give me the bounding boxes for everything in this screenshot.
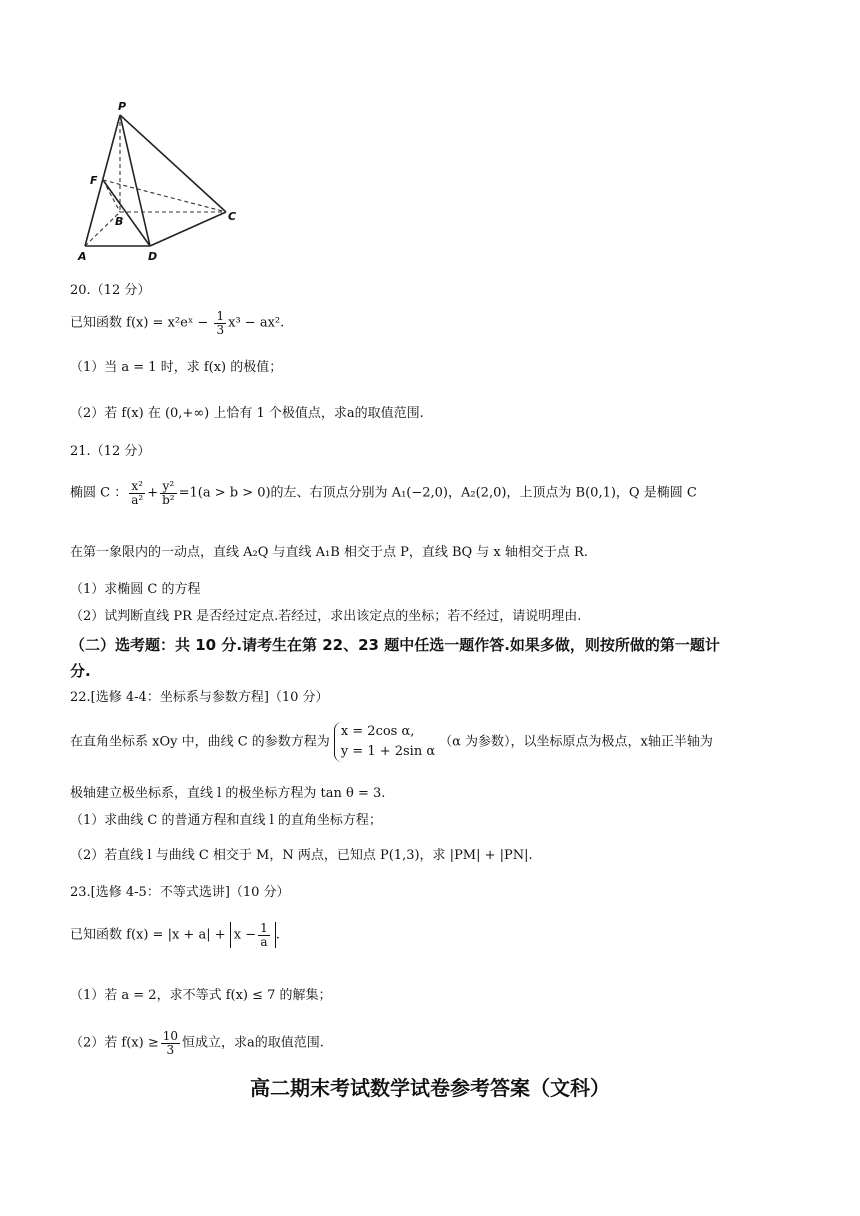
- q22-header: 22.[选修 4-4：坐标系与参数方程]（10 分）: [70, 690, 329, 705]
- q20-header: 20.（12 分）: [70, 283, 151, 298]
- q23-abs-term: x − $\frac{1}{a}$: [230, 922, 276, 948]
- answer-title: 高二期末考试数学试卷参考答案（文科）: [250, 1076, 610, 1100]
- q22-line2: 极轴建立极坐标系，直线 l 的极坐标方程为 tan θ = 3.: [70, 786, 386, 801]
- label-F: F: [90, 174, 98, 187]
- q21-fraction-y: $\frac{\text{y²}}{\text{b²}}$: [162, 479, 175, 507]
- q22-part2: （2）若直线 l 与曲线 C 相交于 M，N 两点，已知点 P(1,3)，求 |PM| + |PN|.: [70, 848, 533, 863]
- q22-part1: （1）求曲线 C 的普通方程和直线 l 的直角坐标方程；: [70, 813, 382, 828]
- label-C: C: [228, 210, 237, 223]
- q20-intro: 已知函数 f(x) = x²eˣ − $\frac{1}{3}$ x³ − ax².: [70, 309, 285, 337]
- q23-intro: 已知函数 f(x) = |x + a| + x − $\frac{1}{a}$ .: [70, 921, 280, 949]
- label-D: D: [148, 250, 158, 263]
- q21-intro: 椭圆 C ： $\frac{\text{x²}}{\text{a²}}$ + $\frac{\text{y²}}{\text{b²}}$ =1(a > b > 0)的左、右顶点分别为 A₁(−2,0)，A₂(2,0)，上顶点为 B(0,1)，Q 是椭圆 C: [70, 479, 697, 507]
- q20-part1: （1）当 a = 1 时，求 f(x) 的极值；: [70, 360, 283, 375]
- q21-header: 21.（12 分）: [70, 444, 151, 459]
- q23-fraction: $\frac{10}{3}$: [162, 1029, 178, 1057]
- q22-intro: 在直角坐标系 xOy 中，曲线 C 的参数方程为 x = 2cos α, y = 1 + 2sin α （α 为参数），以坐标原点为极点，x轴正半轴为: [70, 722, 713, 762]
- label-P: P: [118, 100, 127, 113]
- q23-part2: （2）若 f(x) ≥ $\frac{10}{3}$ 恒成立，求a的取值范围.: [70, 1029, 324, 1057]
- q22-equation-system: x = 2cos α, y = 1 + 2sin α: [334, 722, 435, 762]
- section-heading-line1: （二）选考题：共 10 分.请考生在第 22、23 题中任选一题作答.如果多做，则按所做的第一题计: [70, 636, 720, 654]
- q21-fraction-x: $\frac{\text{x²}}{\text{a²}}$: [131, 479, 144, 507]
- label-A: A: [78, 250, 87, 263]
- q20-fraction: $\frac{1}{3}$: [216, 309, 225, 337]
- section-heading-line2: 分.: [70, 662, 91, 680]
- q23-header: 23.[选修 4-5：不等式选讲]（10 分）: [70, 885, 290, 900]
- q23-part1: （1）若 a = 2，求不等式 f(x) ≤ 7 的解集；: [70, 988, 332, 1003]
- label-B: B: [115, 215, 124, 228]
- q21-part2: （2）试判断直线 PR 是否经过定点.若经过，求出该定点的坐标；若不经过，请说明理由.: [70, 609, 582, 624]
- q21-part1: （1）求椭圆 C 的方程: [70, 582, 201, 597]
- q20-part2: （2）若 f(x) 在 (0,+∞) 上恰有 1 个极值点，求a的取值范围.: [70, 406, 424, 421]
- q21-line2: 在第一象限内的一动点，直线 A₂Q 与直线 A₁B 相交于点 P，直线 BQ 与 x 轴相交于点 R.: [70, 545, 588, 560]
- pyramid-figure: [60, 88, 250, 268]
